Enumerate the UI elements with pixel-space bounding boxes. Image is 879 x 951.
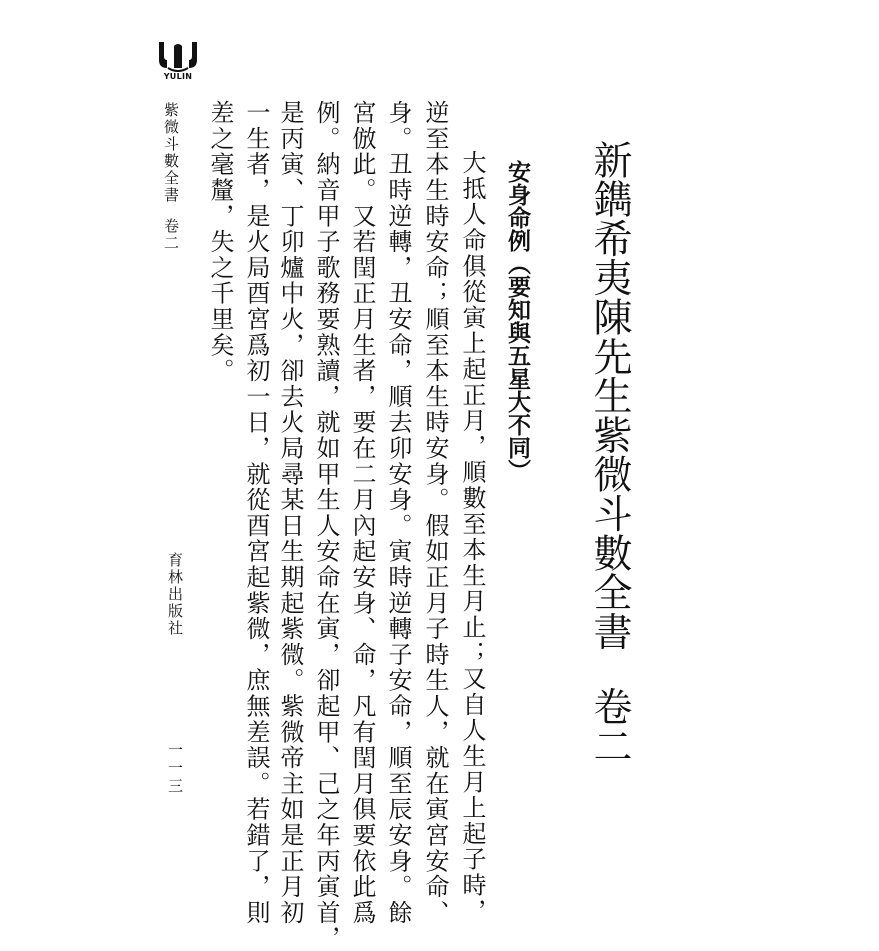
book-title: 新鐫希夷陳先生紫微斗數全書 bbox=[587, 140, 632, 651]
body-line-3: 身。丑時逆轉，丑安命，順去卯安身。寅時逆轉子安命，順至辰安身。餘 bbox=[384, 100, 412, 926]
body-line-6: 是丙寅、丁卯爐中火，卻去火局尋某日生期起紫微。紫微帝主如是正月初 bbox=[276, 100, 304, 926]
publisher-name: 育林出版社 bbox=[166, 552, 184, 637]
body-line-7: 一生者，是火局酉宮爲初一日，就從酉宮起紫微，庶無差誤。若錯了，則 bbox=[242, 100, 270, 926]
body-line-2: 逆至本生時安命；順至本生時安身。假如正月子時生人，就在寅宮安命、 bbox=[421, 100, 449, 926]
running-header-title: 紫微斗數全書 bbox=[162, 102, 180, 204]
running-header bbox=[163, 102, 178, 252]
volume-label: 卷二 bbox=[587, 686, 632, 766]
body-line-8: 差之毫釐，失之千里矣。 bbox=[206, 100, 234, 384]
body-line-4: 宮倣此。又若閏正月生者，要在二月內起安身、命，凡有閏月俱要依此爲 bbox=[348, 100, 376, 926]
logo-text: YULIN bbox=[163, 72, 193, 81]
page-number: 一一三 bbox=[166, 742, 184, 796]
section-heading: 安身命例（要知與五星大不同） bbox=[504, 160, 530, 482]
body-line-1: 大抵人命俱從寅上起正月，順數至本生月止；又自人生月上起子時， bbox=[458, 150, 486, 924]
page-title bbox=[587, 140, 632, 766]
body-line-5: 例。納音甲子歌務要熟讀，就如甲生人安命在寅，卻起甲、己之年丙寅首， bbox=[312, 100, 340, 951]
running-header-volume: 卷二 bbox=[162, 218, 180, 252]
